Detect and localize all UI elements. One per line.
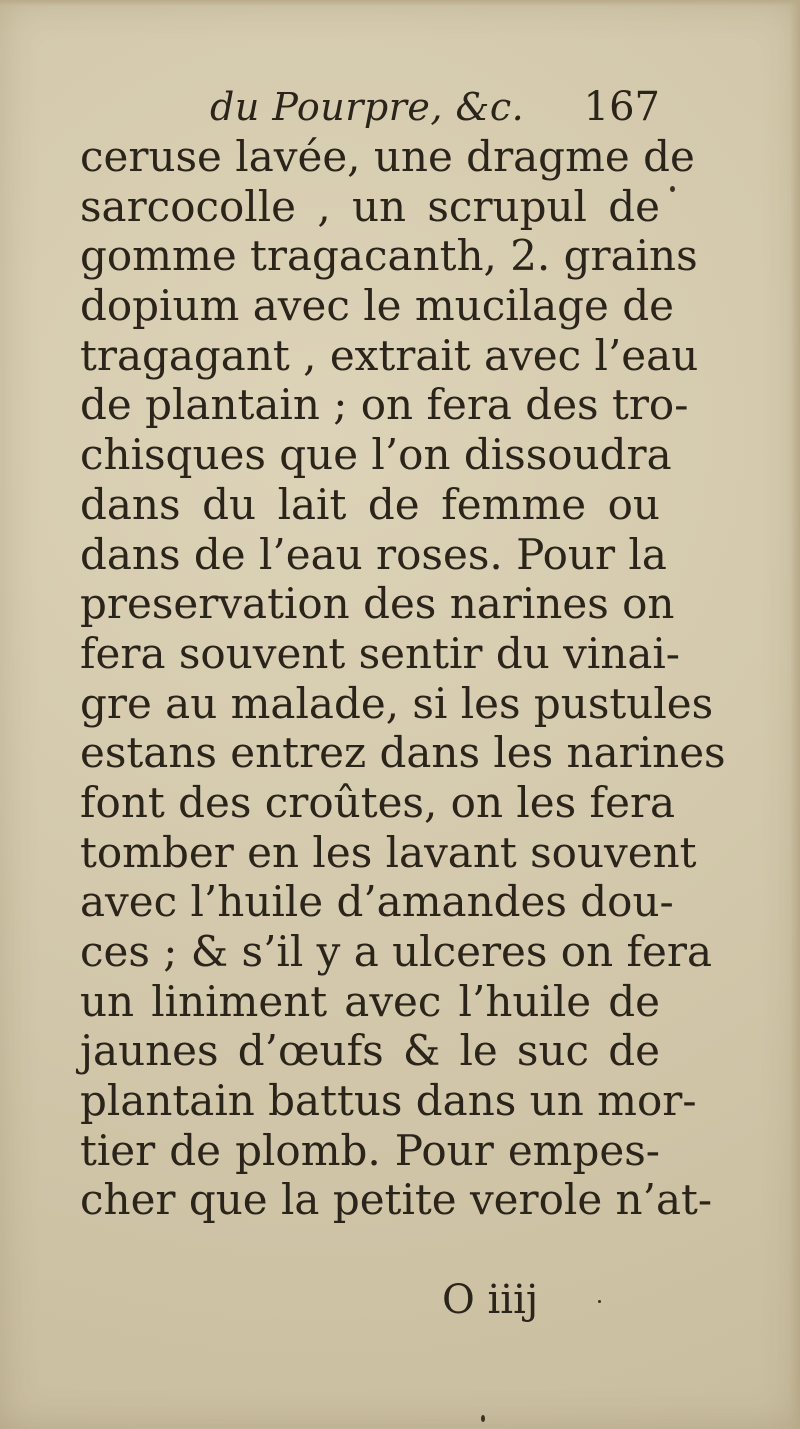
text-line: gre au malade, si les pustules bbox=[80, 678, 714, 728]
text-line: preservation des narines on bbox=[80, 579, 675, 629]
text-line: avec l’huile d’amandes dou- bbox=[80, 877, 674, 927]
text-line: dans de l’eau roses. Pour la bbox=[80, 529, 667, 579]
ink-speck bbox=[481, 1415, 485, 1422]
ink-speck bbox=[598, 1300, 601, 1303]
text-line: chisques que l’on dissoudra bbox=[80, 430, 672, 480]
text-line: ceruse lavée, une dragme de bbox=[80, 132, 695, 181]
text-line: ces ; & s’il y a ulceres on fera bbox=[80, 927, 713, 976]
ink-speck bbox=[670, 186, 675, 192]
text-line: plantain battus dans un mor- bbox=[80, 1076, 697, 1126]
text-line: de plantain ; on fera des tro- bbox=[80, 380, 689, 430]
text-line: estans entrez dans les narines bbox=[80, 728, 726, 778]
page-right-edge bbox=[790, 0, 800, 1429]
text-line: dopium avec le mucilage de bbox=[80, 281, 674, 331]
text-line: tier de plomb. Pour empes- bbox=[80, 1125, 660, 1175]
running-head: du Pourpre, &c. bbox=[210, 85, 525, 129]
signature-mark: O iiij bbox=[442, 1277, 539, 1323]
page-header bbox=[210, 82, 660, 132]
text-line: un liniment avec l’huile de bbox=[80, 976, 660, 1026]
text-line: jaunes d’œufs & le suc de bbox=[80, 1026, 660, 1076]
body-text bbox=[80, 132, 726, 1225]
text-line: sarcocolle , un scrupul de bbox=[80, 181, 660, 231]
text-line: tragagant , extrait avec l’eau bbox=[80, 330, 699, 380]
text-line: cher que la petite verole n’at- bbox=[80, 1175, 713, 1225]
text-line: dans du lait de femme ou bbox=[80, 479, 660, 529]
text-line: gomme tragacanth, 2. grains bbox=[80, 231, 698, 281]
text-line: fera souvent sentir du vinai- bbox=[80, 628, 680, 678]
text-line: font des croûtes, on les fera bbox=[80, 777, 676, 827]
text-line: tomber en les lavant souvent bbox=[80, 827, 697, 877]
page-top-edge bbox=[0, 0, 800, 6]
page-number: 167 bbox=[583, 84, 660, 130]
